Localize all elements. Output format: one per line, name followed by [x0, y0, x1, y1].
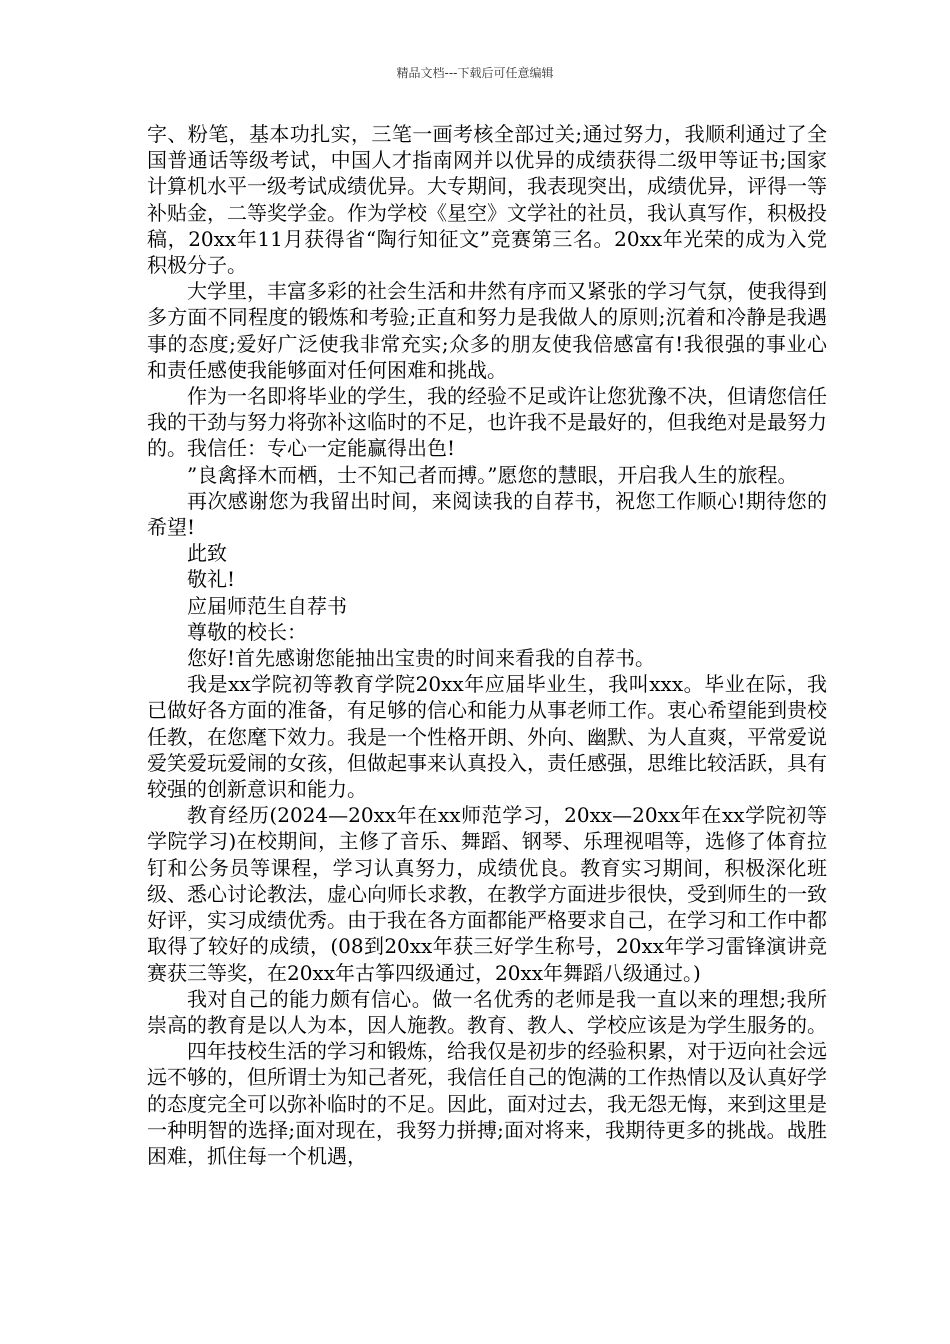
- document-body: [147, 121, 827, 1169]
- closing-salutation: 此致: [187, 541, 227, 566]
- paragraph-3: 作为一名即将毕业的学生，我的经验不足或许让您犹豫不决，但请您信任我的干劲与努力将弥补这临时的不足，也许我不是最好的，但我绝对是最努力的。我信任：专心一定能赢得出色!: [147, 384, 827, 461]
- paragraph-experience: 四年技校生活的学习和锻炼，给我仅是初步的经验积累，对于迈向社会远远不够的，但所谓士为知己者死，我信任自己的饱满的工作热情以及认真好学的态度完全可以弥补临时的不足。因此，面对过去，我无怨无悔，来到这里是一种明智的选择;面对现在，我努力拼搏;面对将来，我期待更多的挑战。战胜困难，抓住每一个机遇，: [147, 1039, 827, 1168]
- closing-regards: 敬礼!: [187, 567, 236, 592]
- paragraph-5: 再次感谢您为我留出时间，来阅读我的自荐书，祝您工作顺心!期待您的希望!: [147, 488, 827, 540]
- letter-greeting: 尊敬的校长：: [187, 619, 307, 644]
- paragraph-intro: 我是xx学院初等教育学院20xx年应届毕业生，我叫xxx。毕业在际，我已做好各方面的准备，有足够的信心和能力从事老师工作。衷心希望能到贵校任教，在您麾下效力。我是一个性格开朗、外向、幽默、为人直爽，平常爱说爱笑爱玩爱闹的女孩，但做起事来认真投入，责任感强，思维比较活跃，具有较强的创新意识和能力。: [147, 672, 827, 802]
- letter-title: 应届师范生自荐书: [187, 593, 347, 618]
- letter-opening: 您好!首先感谢您能抽出宝贵的时间来看我的自荐书。: [187, 646, 656, 671]
- paragraph-education: 教育经历(2024—20xx年在xx师范学习，20xx—20xx年在xx学院初等学院学习)在校期间，主修了音乐、舞蹈、钢琴、乐理视唱等，选修了体育拉钉和公务员等课程，学习认真努力，成绩优良。教育实习期间，积极深化班级、悉心讨论教法，虚心向师长求教，在教学方面进步很快，受到师生的一致好评，实习成绩优秀。由于我在各方面都能严格要求自己，在学习和工作中都取得了较好的成绩，(08到20xx年获三好学生称号，20xx年学习雷锋演讲竞赛获三等奖，在20xx年古筝四级通过，20xx年舞蹈八级通过。): [147, 803, 827, 985]
- paragraph-1: 字、粉笔，基本功扎实，三笔一画考核全部过关;通过努力，我顺利通过了全国普通话等级考试，中国人才指南网并以优异的成绩获得二级甲等证书;国家计算机水平一级考试成绩优异。大专期间，我表现突出，成绩优异，评得一等补贴金，二等奖学金。作为学校《星空》文学社的社员，我认真写作，积极投稿，20xx年11月获得省“陶行知征文”竞赛第三名。20xx年光荣的成为入党积极分子。: [147, 122, 827, 278]
- paragraph-4: ”良禽择木而栖，士不知己者而搏。”愿您的慧眼，开启我人生的旅程。: [187, 462, 798, 487]
- paragraph-2: 大学里，丰富多彩的社会生活和井然有序而又紧张的学习气氛，使我得到多方面不同程度的锻炼和考验;正直和努力是我做人的原则;沉着和冷静是我遇事的态度;爱好广泛使我非常充实;众多的朋友使我倍感富有!我很强的事业心和责任感使我能够面对任何困难和挑战。: [147, 279, 827, 382]
- paragraph-confidence: 我对自己的能力颇有信心。做一名优秀的老师是我一直以来的理想;我所崇高的教育是以人为本，因人施教。教育、教人、学校应该是为学生服务的。: [147, 986, 827, 1037]
- page-header: 精品文档---下载后可任意编辑: [396, 66, 554, 80]
